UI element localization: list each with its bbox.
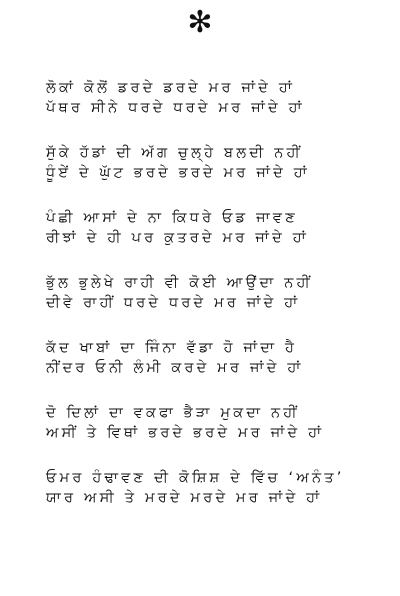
poem-line: ਨੀਂਦਰ ਓਨੀ ਲੰਮੀ ਕਰਦੇ ਮਰ ਜਾਂਦੇ ਹਾਂ	[46, 360, 304, 376]
poem-line: ਰੀਝਾਂ ਦੇ ਹੀ ਪਰ ਕੁਤਰਦੇ ਮਰ ਜਾਂਦੇ ਹਾਂ	[46, 230, 309, 246]
poem-line: ਧੂੰਏਂ ਦੇ ਘੁੱਟ ਭਰਦੇ ਭਰਦੇ ਮਰ ਜਾਂਦੇ ਹਾਂ	[46, 165, 310, 181]
stanza-3	[46, 208, 376, 248]
poem-line: ਲੋਕਾਂ ਕੋਲੋਂ ਡਰਦੇ ਡਰਦੇ ਮਰ ਜਾਂਦੇ ਹਾਂ	[46, 80, 296, 96]
poem-line: ਦੀਵੇ ਰਾਹੀਂ ਧਰਦੇ ਧਰਦੇ ਮਰ ਜਾਂਦੇ ਹਾਂ	[46, 295, 301, 311]
poem-line: ਪੱਥਰ ਸੀਨੇ ਧਰਦੇ ਧਰਦੇ ਮਰ ਜਾਂਦੇ ਹਾਂ	[46, 100, 305, 116]
poem-line: ਸੁੱਕੇ ਹੱਡਾਂ ਦੀ ਅੱਗ ਚੁਲ੍ਹੇ ਬਲਦੀ ਨਹੀਂ	[46, 145, 303, 161]
poem-line: ਪੰਛੀ ਆਸਾਂ ਦੇ ਨਾ ਕਿਧਰੇ ਓਡ ਜਾਵਣ	[46, 210, 298, 226]
poem-body	[46, 78, 376, 533]
asterisk-ornament-icon: ✻	[187, 5, 213, 40]
stanza-1	[46, 78, 376, 118]
poem-line: ਅਸੀਂ ਤੇ ਵਿਥਾਂ ਭਰਦੇ ਭਰਦੇ ਮਰ ਜਾਂਦੇ ਹਾਂ	[46, 425, 325, 441]
stanza-4	[46, 273, 376, 313]
poem-line: ਕੱਦ ਖਾਬਾਂ ਦਾ ਜਿੰਨਾ ਵੱਡਾ ਹੋ ਜਾਂਦਾ ਹੈ	[46, 340, 298, 356]
poem-line: ਓਮਰ ਹੰਢਾਵਣ ਦੀ ਕੋਸ਼ਿਸ਼ ਦੇ ਵਿੱਚ ‘ਅਨੰਤ’	[46, 470, 345, 486]
stanza-5	[46, 338, 376, 378]
poem-line: ਭੁੱਲ ਭੁਲੇਖੇ ਰਾਹੀ ਵੀ ਕੋਈ ਆਉਂਦਾ ਨਹੀਂ	[46, 275, 313, 291]
stanza-6	[46, 403, 376, 443]
stanza-2	[46, 143, 376, 183]
poem-line: ਯਾਰ ਅਸੀ ਤੇ ਮਰਦੇ ਮਰਦੇ ਮਰ ਜਾਂਦੇ ਹਾਂ	[46, 490, 323, 506]
poem-line: ਦੋ ਦਿਲਾਂ ਦਾ ਵਕਫਾ ਭੈੜਾ ਮੁਕਦਾ ਨਹੀਂ	[46, 405, 300, 421]
stanza-7	[46, 468, 376, 508]
